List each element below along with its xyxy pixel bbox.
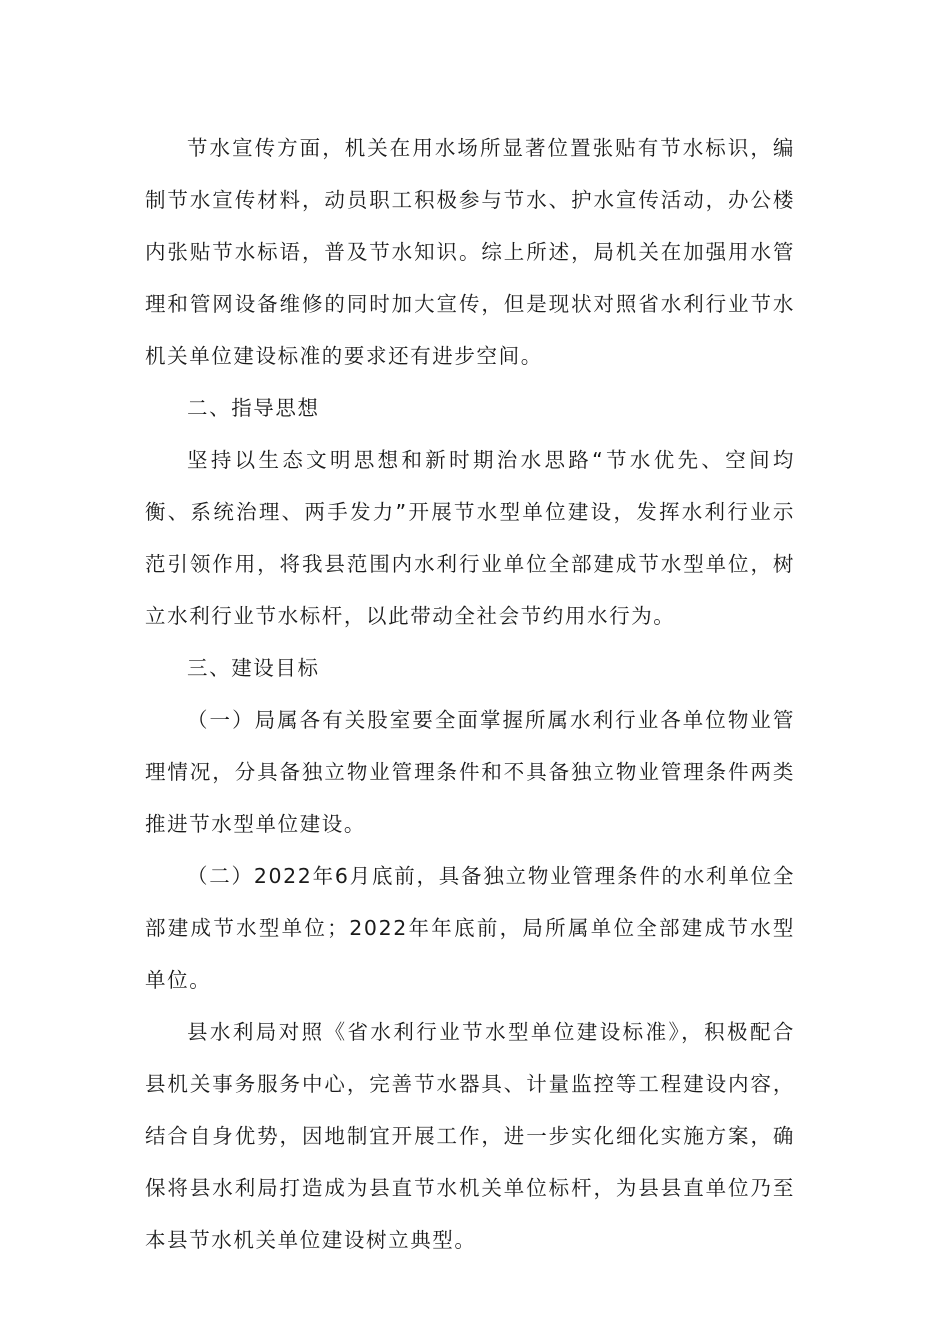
section-heading-construction-goals: 三、建设目标	[187, 656, 320, 680]
section-heading-guiding-ideology: 二、指导思想	[187, 396, 320, 420]
paragraph-guiding-ideology: 坚持以生态文明思想和新时期治水思路“节水优先、空间均衡、系统治理、两手发力”开展节水型单位建设，发挥水利行业示范引领作用，将我县范围内水利行业单位全部建成节水型单位，树立水利行业节水标杆，以此带动全社会节约用水行为。	[145, 448, 795, 628]
paragraph-water-saving-publicity: 节水宣传方面，机关在用水场所显著位置张贴有节水标识，编制节水宣传材料，动员职工积极参与节水、护水宣传活动，办公楼内张贴节水标语，普及节水知识。综上所述，局机关在加强用水管理和管网设备维修的同时加大宣传，但是现状对照省水利行业节水机关单位建设标准的要求还有进步空间。	[145, 136, 795, 368]
document-page	[145, 122, 795, 1266]
paragraph-goal-two: （二）2022年6月底前，具备独立物业管理条件的水利单位全部建成节水型单位；2022年年底前，局所属单位全部建成节水型单位。	[145, 864, 795, 992]
paragraph-county-bureau-plan: 县水利局对照《省水利行业节水型单位建设标准》，积极配合县机关事务服务中心，完善节水器具、计量监控等工程建设内容，结合自身优势，因地制宜开展工作，进一步实化细化实施方案，确保将县水利局打造成为县直节水机关单位标杆，为县县直单位乃至本县节水机关单位建设树立典型。	[145, 1020, 795, 1252]
paragraph-goal-one: （一）局属各有关股室要全面掌握所属水利行业各单位物业管理情况，分具备独立物业管理条件和不具备独立物业管理条件两类推进节水型单位建设。	[145, 708, 795, 836]
